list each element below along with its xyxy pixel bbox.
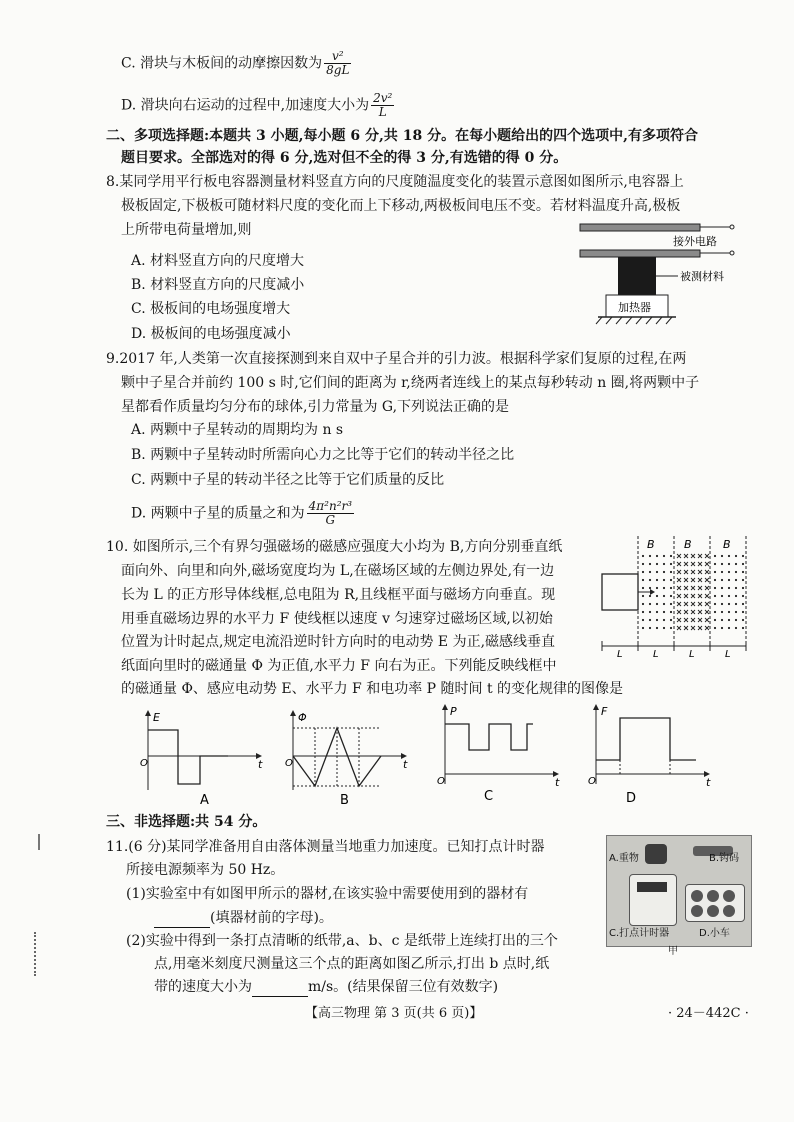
- field-dot: [656, 563, 658, 565]
- field-dot: [663, 555, 665, 557]
- square-coil: [602, 574, 638, 610]
- field-dot: [656, 571, 658, 573]
- graph-b-letter: B: [340, 793, 349, 808]
- field-dot: [721, 619, 723, 621]
- field-dot: [721, 595, 723, 597]
- field-cross: [677, 562, 681, 566]
- graph-d: [588, 702, 723, 802]
- field-cross: [705, 610, 709, 614]
- field-cross: [677, 554, 681, 558]
- q10-stem-line5: 位置为计时起点,规定电流沿逆时针方向时的电动势 E 为正,磁感线垂直: [121, 634, 556, 650]
- field-cross: [698, 594, 702, 598]
- field-cross: [705, 570, 709, 574]
- field-marks: [642, 554, 744, 630]
- q8-stem-line1: 8.某同学用平行板电容器测量材料竖直方向的尺度随温度变化的装置示意图如图所示,电容器上: [106, 174, 684, 190]
- field-dot: [670, 619, 672, 621]
- field-cross: [705, 626, 709, 630]
- q9-option-c: C. 两颗中子星的转动半径之比等于它们质量的反比: [131, 472, 445, 488]
- field-dot: [714, 587, 716, 589]
- field-cross: [698, 562, 702, 566]
- field-dot: [742, 555, 744, 557]
- photo-label-d: D.小车: [699, 928, 730, 939]
- graph-c-letter: C: [484, 789, 494, 802]
- field-dot: [742, 611, 744, 613]
- q11-stem-line1: 11.(6 分)某同学准备用自由落体测量当地重力加速度。已知打点计时器: [106, 839, 545, 855]
- field-dot: [670, 563, 672, 565]
- field-cross: [684, 570, 688, 574]
- field-dot: [728, 587, 730, 589]
- field-dot: [721, 611, 723, 613]
- field-cross: [691, 610, 695, 614]
- field-dot: [670, 611, 672, 613]
- q8-option-c: C. 极板间的电场强度增大: [131, 301, 291, 317]
- field-dot: [642, 587, 644, 589]
- field-dot: [728, 619, 730, 621]
- width-label-2: L: [653, 649, 659, 658]
- field-cross: [684, 618, 688, 622]
- q10-stem-line6: 纸面向里时的磁通量 Φ 为正值,水平力 F 向右为正。下列能反映线框中: [121, 658, 557, 674]
- field-dot: [721, 571, 723, 573]
- q7-option-c: C. 滑块与木板间的动摩擦因数为 $\frac{\text{v²}}{8gL}$: [121, 49, 350, 77]
- photo-label-a: A.重物: [609, 853, 639, 864]
- field-cross: [705, 586, 709, 590]
- field-cross: [684, 578, 688, 582]
- field-dot: [649, 579, 651, 581]
- field-dot: [670, 595, 672, 597]
- width-label-3: L: [689, 649, 695, 658]
- field-dot: [663, 603, 665, 605]
- field-dot: [735, 627, 737, 629]
- field-dot: [735, 571, 737, 573]
- field-dot: [649, 619, 651, 621]
- q11-sub2-line2: 点,用毫米刻度尺测量这三个点的距离如图乙所示,打出 b 点时,纸: [154, 956, 550, 972]
- graph-a: [140, 708, 275, 808]
- ground-hatch: [596, 317, 672, 324]
- field-dot: [728, 603, 730, 605]
- field-dot: [735, 603, 737, 605]
- field-dot: [714, 579, 716, 581]
- field-cross: [691, 562, 695, 566]
- graph-c-origin: O: [437, 776, 445, 787]
- field-cross: [677, 610, 681, 614]
- field-dot: [642, 595, 644, 597]
- q8-option-a: A. 材料竖直方向的尺度增大: [131, 253, 305, 269]
- field-label-1: B: [647, 538, 655, 551]
- field-dot: [742, 619, 744, 621]
- field-dot: [663, 595, 665, 597]
- q8-option-d: D. 极板间的电场强度减小: [131, 326, 291, 342]
- graph-d-curve: [596, 718, 696, 760]
- field-cross: [698, 570, 702, 574]
- q7-option-c-fraction: $\frac{\text{v²}}{8gL}$: [326, 49, 350, 77]
- label-heater: 加热器: [618, 301, 651, 314]
- field-dot: [663, 619, 665, 621]
- field-cross: [705, 602, 709, 606]
- field-cross: [684, 586, 688, 590]
- field-dot: [721, 563, 723, 565]
- field-dot: [656, 603, 658, 605]
- field-dot: [670, 627, 672, 629]
- field-cross: [691, 626, 695, 630]
- field-dot: [728, 579, 730, 581]
- q11-stem-line2: 所接电源频率为 50 Hz。: [126, 862, 285, 878]
- field-dot: [670, 571, 672, 573]
- field-cross: [691, 586, 695, 590]
- q8-stem-line3: 上所带电荷量增加,则: [121, 222, 252, 238]
- field-dot: [656, 619, 658, 621]
- field-dot: [663, 627, 665, 629]
- q11-sub1-answer-blank[interactable]: [154, 911, 210, 928]
- q10-magnetic-field-figure: [598, 534, 760, 658]
- field-dot: [735, 595, 737, 597]
- field-dot: [656, 627, 658, 629]
- field-dot: [721, 555, 723, 557]
- field-dot: [714, 611, 716, 613]
- q9-option-d: D. 两颗中子星的质量之和为 $\frac{\text{4π²n²r³}}{G}$: [131, 499, 353, 527]
- field-label-2: B: [684, 538, 692, 551]
- weight-image: [645, 844, 667, 864]
- graph-b-xlabel: t: [403, 758, 408, 771]
- field-dot: [656, 611, 658, 613]
- field-cross: [705, 578, 709, 582]
- field-cross: [698, 602, 702, 606]
- field-dot: [728, 563, 730, 565]
- q10-stem-line4: 用垂直磁场边界的水平力 F 使线框以速度 v 匀速穿过磁场区域,以初始: [121, 611, 553, 627]
- field-dot: [728, 555, 730, 557]
- graph-c-curve: [445, 724, 533, 750]
- field-dot: [663, 587, 665, 589]
- q11-sub2-line1: (2)实验中得到一条打点清晰的纸带,a、b、c 是纸带上连续打出的三个: [126, 933, 558, 949]
- q11-sub1-line2: (填器材前的字母)。: [154, 908, 333, 928]
- graph-a-letter: A: [200, 793, 209, 808]
- field-dot: [742, 587, 744, 589]
- q9-stem-line3: 星都看作质量均匀分布的球体,引力常量为 G,下列说法正确的是: [121, 399, 510, 415]
- field-dot: [728, 627, 730, 629]
- width-label-4: L: [725, 649, 731, 658]
- field-dot: [649, 563, 651, 565]
- graph-c-xlabel: t: [555, 776, 560, 789]
- tested-material: [618, 257, 656, 295]
- field-dot: [735, 611, 737, 613]
- q9-option-a: A. 两颗中子星转动的周期均为 n s: [131, 422, 344, 438]
- q10-stem-line1: 10. 如图所示,三个有界匀强磁场的磁感应强度大小均为 B,方向分别垂直纸: [106, 539, 563, 555]
- field-dot: [670, 603, 672, 605]
- field-dot: [649, 611, 651, 613]
- field-dot: [663, 579, 665, 581]
- lower-plate: [580, 250, 700, 257]
- field-dot: [642, 555, 644, 557]
- q10-stem-line3: 长为 L 的正方形导体线框,总电阻为 R,且线框平面与磁场方向垂直。现: [121, 587, 556, 603]
- q10-stem-line2: 面向外、向里和向外,磁场宽度均为 L,在磁场区域的左侧边界处,有一边: [121, 563, 555, 579]
- footer-code: · 24－442C ·: [668, 1006, 749, 1021]
- graph-a-xlabel: t: [258, 758, 263, 771]
- field-dot: [642, 571, 644, 573]
- q9-option-d-fraction: $\frac{\text{4π²n²r³}}{G}$: [308, 499, 353, 527]
- field-dot: [642, 563, 644, 565]
- field-dot: [642, 619, 644, 621]
- field-cross: [677, 578, 681, 582]
- field-cross: [677, 594, 681, 598]
- field-dot: [649, 555, 651, 557]
- photo-caption: 甲: [668, 946, 678, 957]
- field-cross: [684, 562, 688, 566]
- label-material: 被测材料: [680, 270, 724, 283]
- field-dot: [656, 595, 658, 597]
- field-dot: [649, 595, 651, 597]
- q9-stem-line1: 9.2017 年,人类第一次直接探测到来自双中子星合并的引力波。根据科学家们复原的过程,在两: [106, 351, 687, 367]
- field-dot: [649, 571, 651, 573]
- field-cross: [705, 554, 709, 558]
- graph-b-origin: O: [285, 758, 293, 769]
- graph-d-xlabel: t: [706, 776, 711, 789]
- field-dot: [670, 587, 672, 589]
- field-cross: [705, 562, 709, 566]
- q7-option-d-fraction: $\frac{\text{2v²}}{L}$: [373, 91, 393, 119]
- field-dot: [714, 595, 716, 597]
- field-dot: [721, 627, 723, 629]
- graph-a-curve: [148, 730, 228, 784]
- section2-heading-line2: 题目要求。全部选对的得 6 分,选对但不全的得 3 分,有选错的得 0 分。: [121, 150, 568, 166]
- field-cross: [705, 618, 709, 622]
- field-dot: [742, 579, 744, 581]
- field-dot: [735, 579, 737, 581]
- field-dot: [663, 563, 665, 565]
- field-dot: [670, 555, 672, 557]
- field-dot: [714, 603, 716, 605]
- q8-capacitor-figure: [570, 218, 770, 333]
- width-label-1: L: [617, 649, 623, 658]
- field-dot: [721, 587, 723, 589]
- field-dot: [714, 563, 716, 565]
- field-cross: [677, 626, 681, 630]
- field-cross: [691, 578, 695, 582]
- q11-equipment-photo: [606, 835, 752, 947]
- graph-c: [437, 702, 572, 802]
- graph-b: [285, 708, 420, 808]
- q9-stem-line2: 颗中子星合并前约 100 s 时,它们间的距离为 r,绕两者连线上的某点每秒转动 n 圈,将两颗中子: [121, 375, 700, 391]
- q10-stem-line7: 的磁通量 Φ、感应电动势 E、水平力 F 和电功率 P 随时间 t 的变化规律的图像是: [121, 681, 624, 697]
- field-dot: [656, 587, 658, 589]
- footer-page-info: 【高三物理 第 3 页(共 6 页)】: [305, 1006, 483, 1021]
- field-cross: [698, 586, 702, 590]
- field-cross: [698, 578, 702, 582]
- graph-d-ylabel: F: [601, 705, 608, 718]
- field-dot: [663, 571, 665, 573]
- graph-b-ylabel: Φ: [298, 711, 307, 724]
- field-cross: [684, 626, 688, 630]
- field-cross: [684, 610, 688, 614]
- upper-plate: [580, 224, 700, 231]
- field-dot: [735, 563, 737, 565]
- field-dot: [735, 619, 737, 621]
- graph-d-letter: D: [626, 791, 637, 802]
- field-dot: [642, 611, 644, 613]
- field-dot: [728, 595, 730, 597]
- field-cross: [677, 570, 681, 574]
- q7-option-d: D. 滑块向右运动的过程中,加速度大小为 $\frac{\text{2v²}}{L}$: [121, 91, 393, 119]
- field-dot: [728, 571, 730, 573]
- field-label-3: B: [723, 538, 731, 551]
- q8-option-b: B. 材料竖直方向的尺度减小: [131, 277, 305, 293]
- field-cross: [691, 570, 695, 574]
- field-cross: [691, 554, 695, 558]
- field-cross: [691, 594, 695, 598]
- q11-sub2-line3: 带的速度大小为 m/s。(结果保留三位有效数字): [154, 979, 499, 995]
- field-dot: [649, 603, 651, 605]
- field-dot: [649, 627, 651, 629]
- field-dot: [742, 563, 744, 565]
- photo-label-b: B.钩码: [709, 853, 740, 864]
- field-dot: [742, 595, 744, 597]
- field-dot: [742, 571, 744, 573]
- graph-a-ylabel: E: [153, 711, 160, 724]
- field-dot: [735, 555, 737, 557]
- field-dot: [714, 555, 716, 557]
- field-dot: [742, 627, 744, 629]
- field-cross: [705, 594, 709, 598]
- graph-a-origin: O: [140, 758, 148, 769]
- field-dot: [642, 579, 644, 581]
- q8-stem-line2: 极板固定,下极板可随材料尺度的变化而上下移动,两极板间电压不变。若材料温度升高,极板: [121, 198, 681, 214]
- field-dot: [642, 627, 644, 629]
- field-dot: [670, 579, 672, 581]
- q11-sub1-line1: (1)实验室中有如图甲所示的器材,在该实验中需要使用到的器材有: [126, 886, 529, 902]
- field-dot: [642, 603, 644, 605]
- field-cross: [677, 618, 681, 622]
- graph-c-ylabel: P: [450, 705, 457, 718]
- graph-d-origin: O: [588, 776, 596, 787]
- label-circuit: 接外电路: [673, 235, 717, 248]
- section3-heading: 三、非选择题:共 54 分。: [106, 814, 267, 830]
- field-dot: [742, 603, 744, 605]
- field-cross: [677, 602, 681, 606]
- field-dot: [735, 587, 737, 589]
- q9-option-b: B. 两颗中子星转动时所需向心力之比等于它们的转动半径之比: [131, 447, 515, 463]
- field-cross: [698, 610, 702, 614]
- field-cross: [684, 554, 688, 558]
- field-cross: [677, 586, 681, 590]
- field-dot: [728, 611, 730, 613]
- section2-heading-line1: 二、多项选择题:本题共 3 小题,每小题 6 分,共 18 分。在每小题给出的四个选项中,有多项符合: [106, 128, 698, 144]
- field-dot: [721, 579, 723, 581]
- field-cross: [691, 618, 695, 622]
- field-dot: [714, 619, 716, 621]
- photo-label-c: C.打点计时器: [609, 928, 670, 939]
- binding-mark: [34, 932, 38, 976]
- q11-sub2-answer-blank[interactable]: [252, 980, 308, 997]
- field-dot: [721, 603, 723, 605]
- field-dot: [656, 579, 658, 581]
- field-dot: [656, 555, 658, 557]
- field-dot: [714, 571, 716, 573]
- field-cross: [691, 602, 695, 606]
- field-cross: [698, 618, 702, 622]
- field-cross: [698, 626, 702, 630]
- field-dot: [649, 587, 651, 589]
- field-dot: [714, 627, 716, 629]
- binding-mark-small: [38, 834, 40, 850]
- field-dot: [663, 611, 665, 613]
- field-cross: [684, 594, 688, 598]
- field-cross: [684, 602, 688, 606]
- field-cross: [698, 554, 702, 558]
